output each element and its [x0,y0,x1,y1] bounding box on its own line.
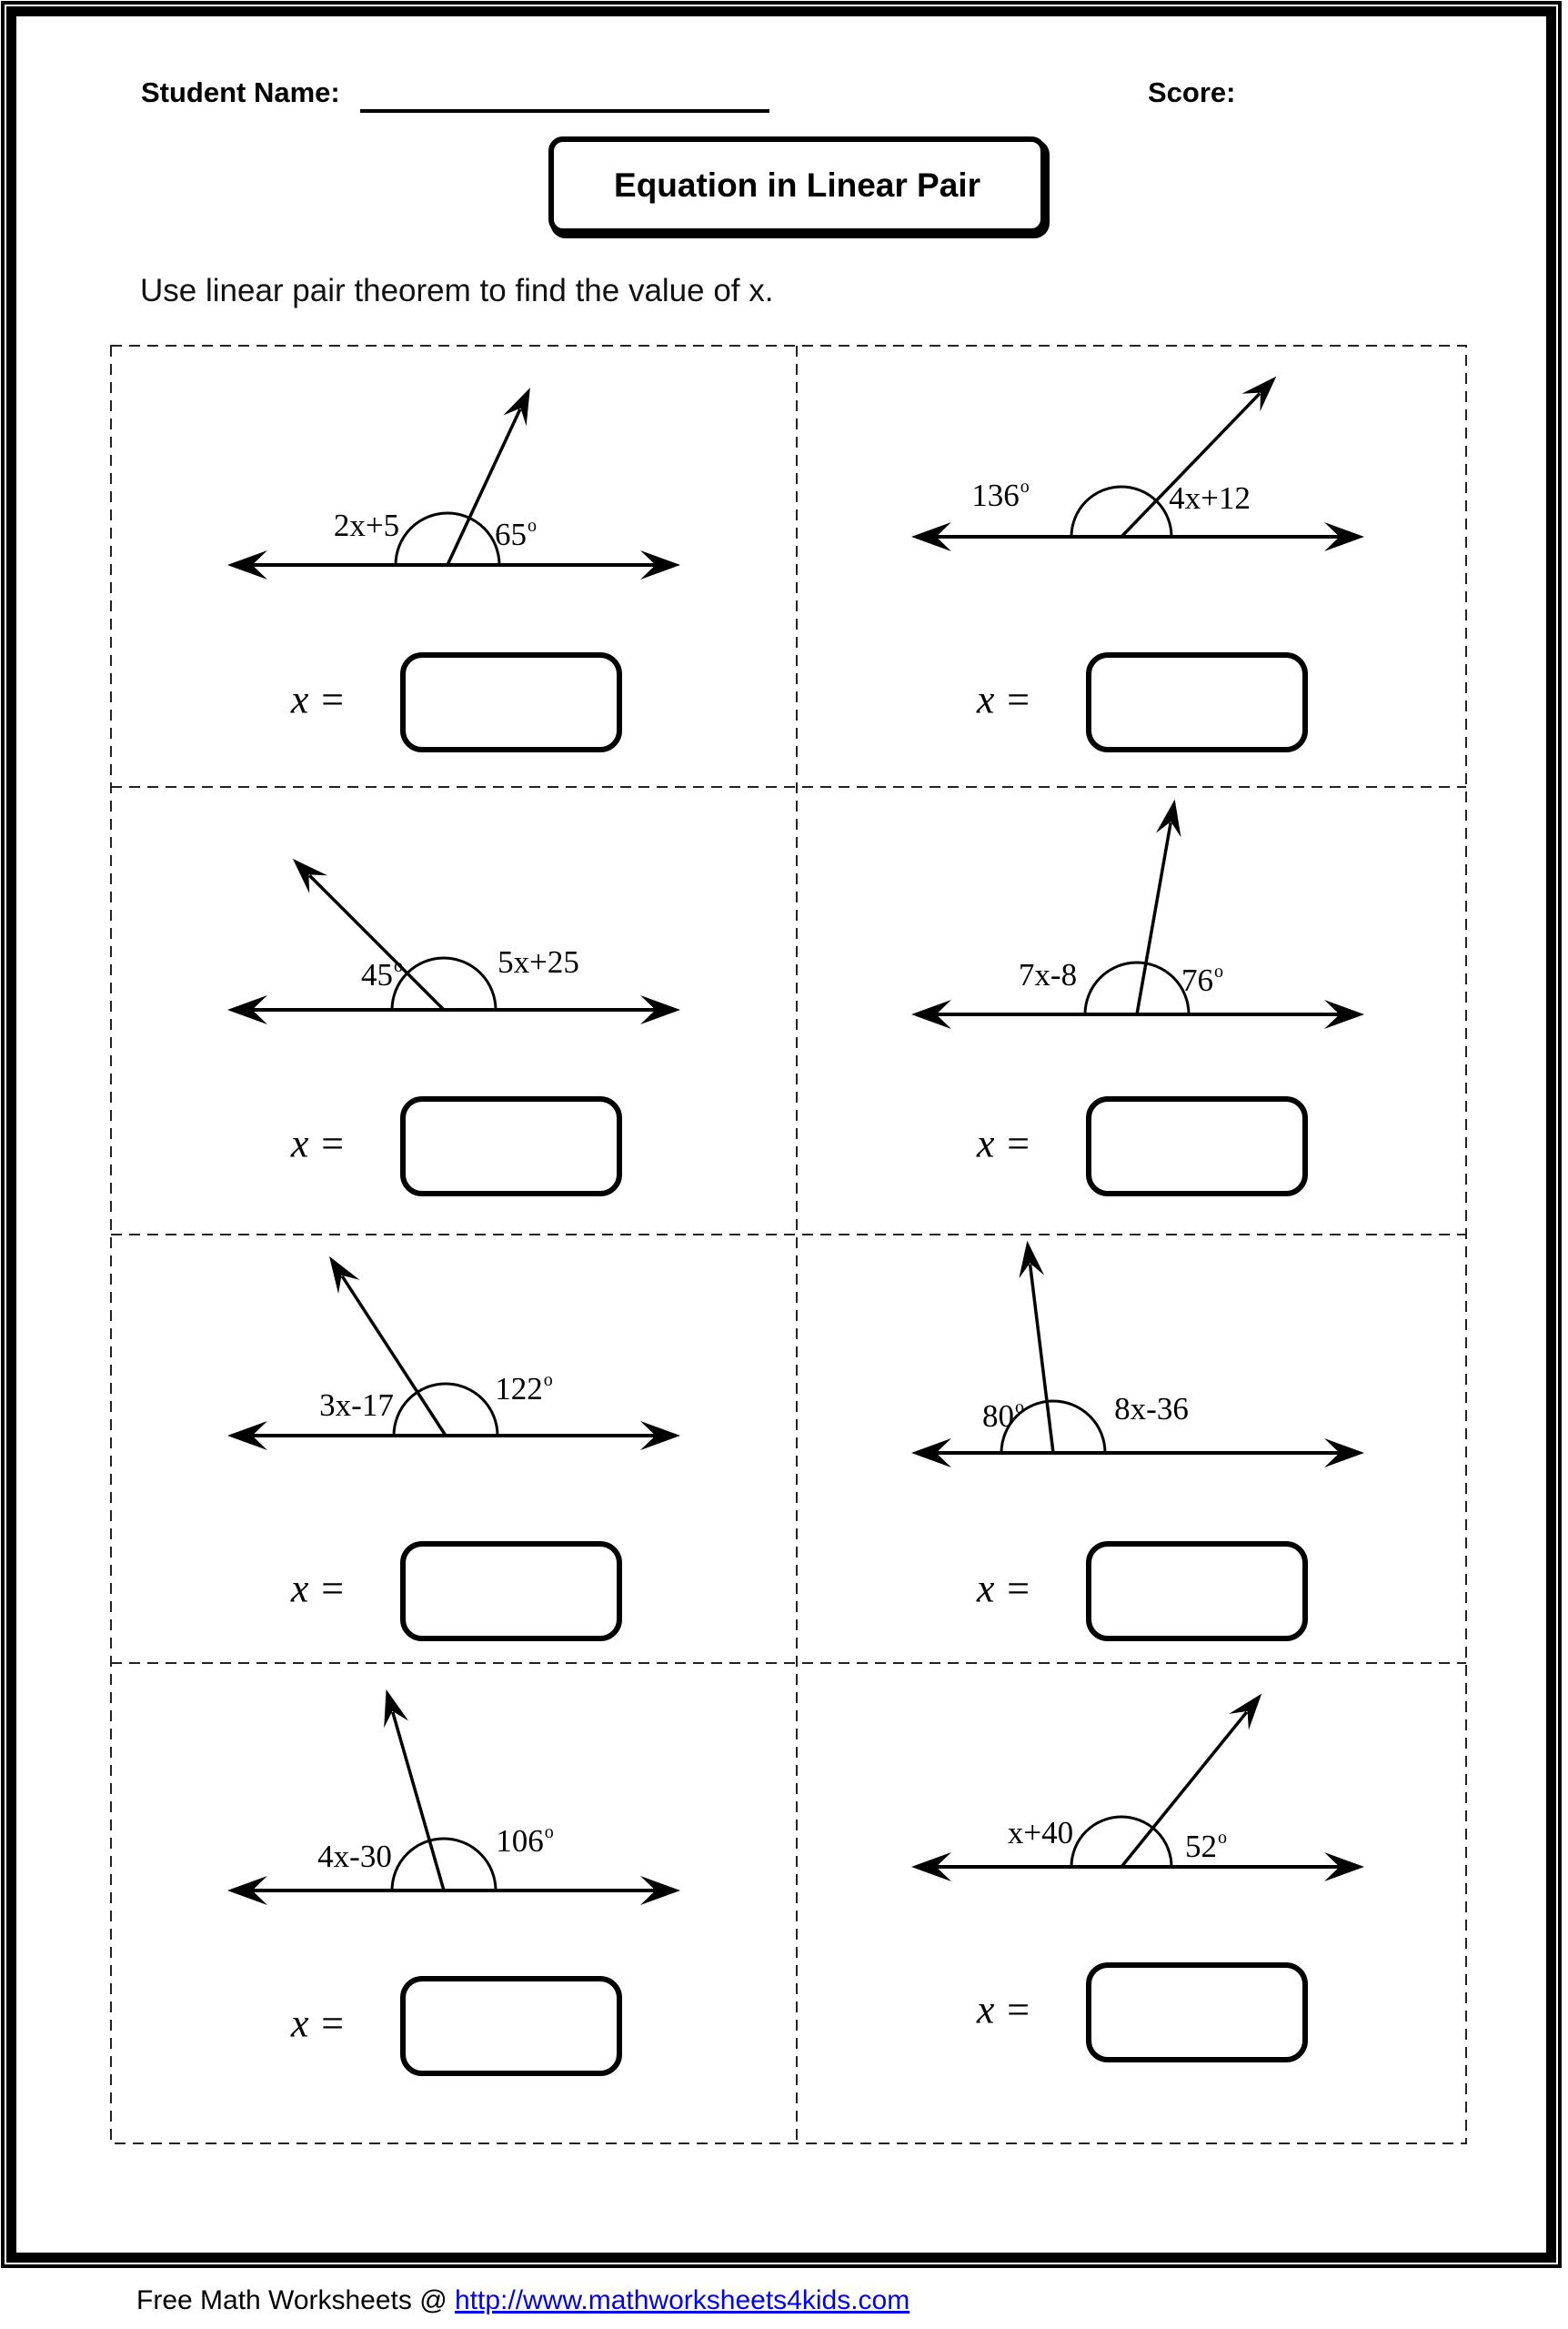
problem-6-right-angle-label-text: 8x-36 [1114,1391,1189,1427]
problem-4-right-angle-label-text: 76 [1181,963,1213,998]
problem-4-left-angle-label [1019,957,1077,993]
footer-text: Free Math Worksheets @ [136,2285,456,2315]
score-label: Score: [1148,76,1236,108]
problem-7-answer-prefix: x = [290,2001,347,2046]
problem-3-left-angle-label-text: 45 [361,957,393,993]
problem-5-right-angle-label [495,1371,553,1407]
problem-1-left-angle-label-text: 2x+5 [333,508,400,543]
problem-2-answer-prefix: x = [976,677,1032,722]
problem-8-right-angle-label [1185,1829,1227,1865]
problem-7-right-angle-label-text: 106 [496,1823,544,1859]
problem-3-right-angle-label [498,944,579,981]
problem-6-answer-prefix: x = [976,1566,1032,1611]
problem-7-answer-box[interactable] [400,1976,622,2076]
problem-1-left-angle-label [334,508,399,544]
problem-2-left-angle-label-text: 136 [971,478,1020,513]
grid-border [111,346,1466,2143]
problem-8-answer-prefix: x = [976,1987,1032,2032]
problem-5-answer-prefix: x = [290,1566,347,1611]
problem-7-right-angle-label [496,1823,554,1860]
problem-4-ray [1137,822,1171,1014]
problem-7-left-angle-label-text: 4x-30 [317,1839,392,1874]
degree-superscript: o [1015,1397,1024,1417]
problem-8-left-angle-label-text: x+40 [1007,1815,1074,1850]
problem-8-ray [1121,1712,1247,1867]
problem-5-angle-arc [394,1384,498,1436]
problem-1-right-angle-label [495,517,537,553]
problem-3-answer-prefix: x = [290,1121,347,1166]
problem-1-answer-prefix: x = [290,677,347,722]
problem-4-left-angle-label-text: 7x-8 [1018,957,1078,993]
problem-8-left-angle-label [1008,1815,1073,1851]
problem-6-answer-box[interactable] [1086,1541,1308,1641]
worksheet-title: Equation in Linear Pair [614,166,980,204]
instruction-text: Use linear pair theorem to find the value of x. [140,273,774,308]
student-name-label: Student Name: [141,76,340,108]
problem-6-left-angle-label [982,1398,1024,1435]
problem-8-right-angle-label-text: 52 [1185,1829,1217,1864]
degree-superscript: o [1218,1828,1227,1848]
problem-3-answer-box[interactable] [400,1096,622,1196]
problem-2-right-angle-label [1169,480,1251,517]
degree-superscript: o [528,516,537,536]
problem-3-right-angle-label-text: 5x+25 [498,944,579,980]
problem-7-left-angle-label [317,1839,392,1875]
problem-2-angle-arc [1071,487,1171,537]
problem-4-answer-prefix: x = [976,1121,1032,1166]
problem-6-left-angle-label-text: 80 [982,1398,1014,1434]
degree-superscript: o [1020,477,1030,497]
problem-1-angle-arc [396,513,499,565]
footer-link[interactable]: http://www.mathworksheets4kids.com [455,2285,910,2315]
problem-7-angle-arc [392,1839,496,1890]
problem-3-left-angle-label [361,957,403,993]
problem-2-right-angle-label-text: 4x+12 [1169,480,1251,516]
problem-5-right-angle-label-text: 122 [495,1371,543,1406]
problem-5-left-angle-label [319,1387,394,1424]
problem-5-answer-box[interactable] [400,1541,622,1641]
degree-superscript: o [394,956,403,976]
problem-2-left-angle-label [971,478,1030,514]
problem-6-ray [1030,1265,1053,1453]
problem-4-right-angle-label [1181,963,1223,999]
degree-superscript: o [543,1370,553,1390]
problem-5-left-angle-label-text: 3x-17 [319,1387,394,1423]
problem-4-answer-box[interactable] [1086,1096,1308,1196]
problem-1-answer-box[interactable] [400,652,622,752]
problem-2-answer-box[interactable] [1086,652,1308,752]
footer [136,2285,910,2316]
degree-superscript: o [544,1822,554,1842]
problem-6-right-angle-label [1114,1391,1189,1427]
problem-5-ray-arrow [329,1256,360,1294]
problem-1-right-angle-label-text: 65 [495,517,527,552]
problem-8-answer-box[interactable] [1086,1962,1308,2062]
degree-superscript: o [1214,962,1223,982]
problem-3-angle-arc [392,958,496,1010]
